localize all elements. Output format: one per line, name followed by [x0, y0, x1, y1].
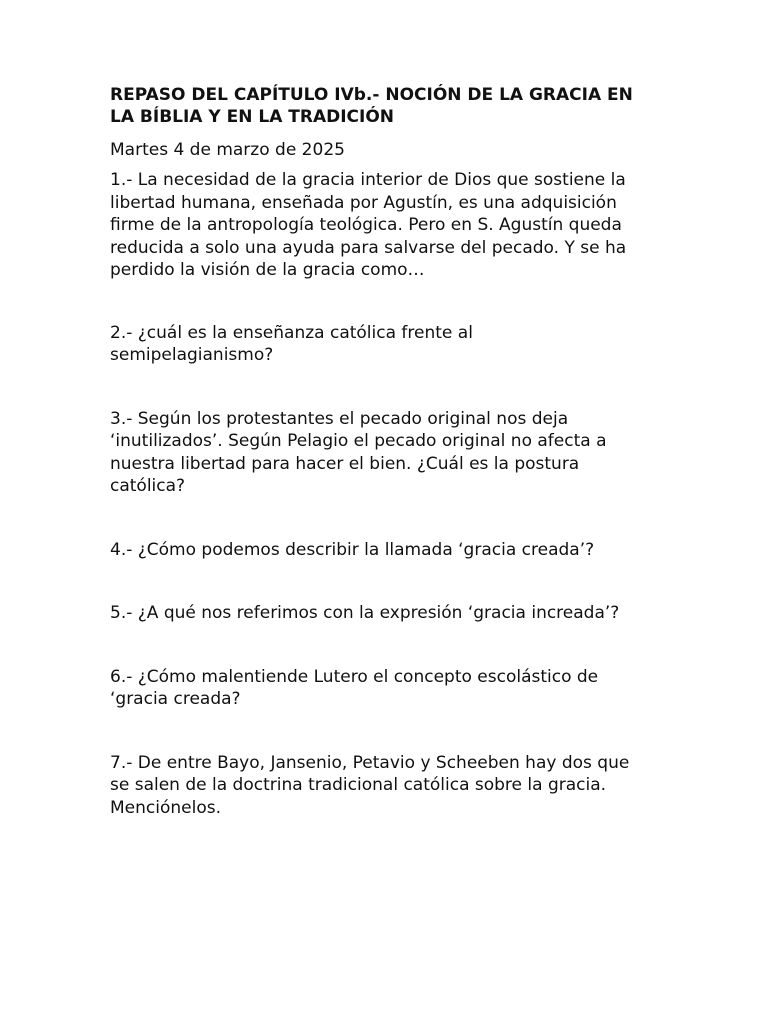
document-date: Martes 4 de marzo de 2025: [110, 140, 345, 160]
question-2: 2.- ¿cuál es la enseñanza católica frente al semipelagianismo?: [110, 322, 473, 365]
question-6: 6.- ¿Cómo malentiende Lutero el concepto escolástico de ‘gracia creada?: [110, 666, 599, 709]
question-3: 3.- Según los protestantes el pecado original nos deja ‘inutilizados’. Según Pelagio el pecado original no afecta a nuestra libertad para hacer el bien. ¿Cuál es la postura católica?: [110, 408, 607, 496]
question-4: 4.- ¿Cómo podemos describir la llamada ‘gracia creada’?: [110, 539, 595, 560]
question-1: 1.- La necesidad de la gracia interior de Dios que sostiene la libertad humana, enseñada por Agustín, es una adquisición firme de la antropología teológica. Pero en S. Agustín queda reducida a solo una ayuda para salvarse del pecado. Y se ha perdido la visión de la gracia como…: [110, 170, 627, 280]
question-list: [110, 169, 670, 819]
question-5: 5.- ¿A qué nos referimos con la expresión ‘gracia increada’?: [110, 603, 620, 623]
document-title: REPASO DEL CAPÍTULO IVb.- NOCIÓN DE LA GRACIA EN LA BÍBLIA Y EN LA TRADICIÓN: [110, 85, 633, 127]
document-page: [110, 84, 670, 860]
question-7: 7.- De entre Bayo, Jansenio, Petavio y Scheeben hay dos que se salen de la doctrina tradicional católica sobre la gracia. Menciónelos.: [110, 752, 630, 818]
